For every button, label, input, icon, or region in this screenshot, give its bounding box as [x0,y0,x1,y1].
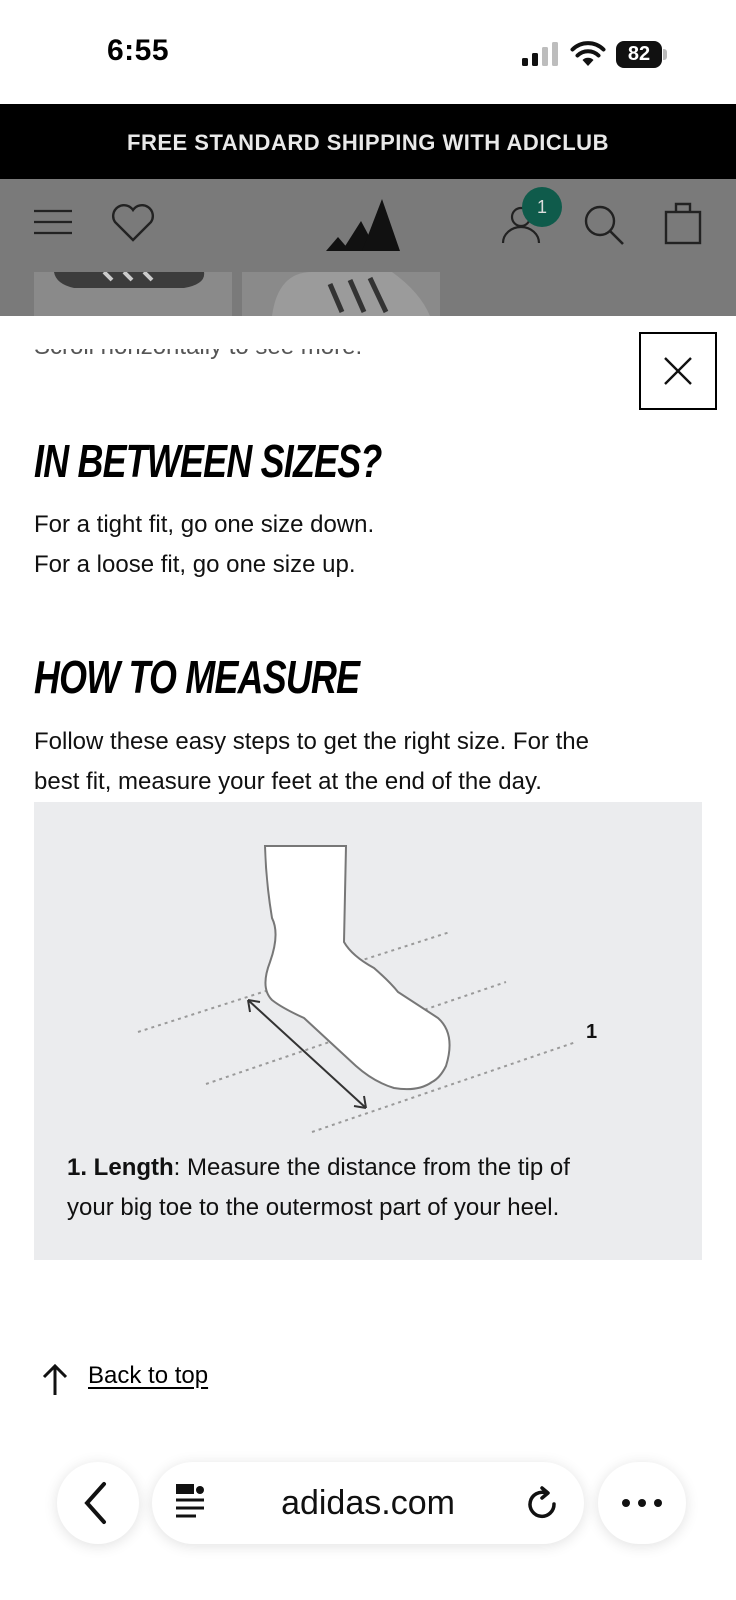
length-step-text-2: your big toe to the outermost part of your heel. [67,1194,560,1221]
close-button[interactable] [639,332,717,410]
url-text: adidas.com [281,1484,455,1522]
length-instruction [67,1148,687,1228]
status-time: 6:55 [107,34,170,67]
in-between-title: IN BETWEEN SIZES? [34,435,382,487]
battery-tip [663,49,667,60]
battery-indicator: 82 [616,41,662,68]
bag-icon[interactable] [664,201,702,245]
more-icon [598,1462,686,1544]
wifi-icon [570,40,606,68]
measure-intro-line2: best fit, measure your feet at the end of the day. [34,768,542,795]
browser-back-button[interactable] [57,1462,139,1544]
chevron-left-icon [57,1462,139,1544]
cart-count-badge: 1 [522,187,562,227]
length-step-title: 1. Length [67,1154,174,1181]
address-bar[interactable] [152,1462,584,1544]
reload-icon[interactable] [524,1486,560,1522]
heart-icon[interactable] [110,203,156,243]
back-to-top-link[interactable]: Back to top [88,1362,209,1389]
length-step-text: : Measure the distance from the tip of [173,1154,570,1181]
menu-icon[interactable] [32,209,74,235]
adidas-logo[interactable] [326,197,410,251]
tight-fit-text: For a tight fit, go one size down. [34,511,375,538]
browser-more-button[interactable] [598,1462,686,1544]
arrow-up-icon[interactable] [40,1360,70,1400]
how-to-measure-title: HOW TO MEASURE [34,651,360,703]
product-thumbnail[interactable] [34,272,232,316]
site-header [0,179,736,316]
foot-measure-diagram [34,802,702,1162]
diagram-label: 1 [586,1021,598,1043]
close-icon [641,334,715,408]
promo-banner[interactable] [0,104,736,179]
signal-icon [520,42,560,66]
loose-fit-text: For a loose fit, go one size up. [34,551,356,578]
promo-text: FREE STANDARD SHIPPING WITH ADICLUB [127,130,609,155]
measure-intro-line1: Follow these easy steps to get the right size. For the [34,728,589,755]
status-bar [0,0,736,104]
product-thumbnail[interactable] [242,272,440,316]
search-icon[interactable] [582,203,626,247]
